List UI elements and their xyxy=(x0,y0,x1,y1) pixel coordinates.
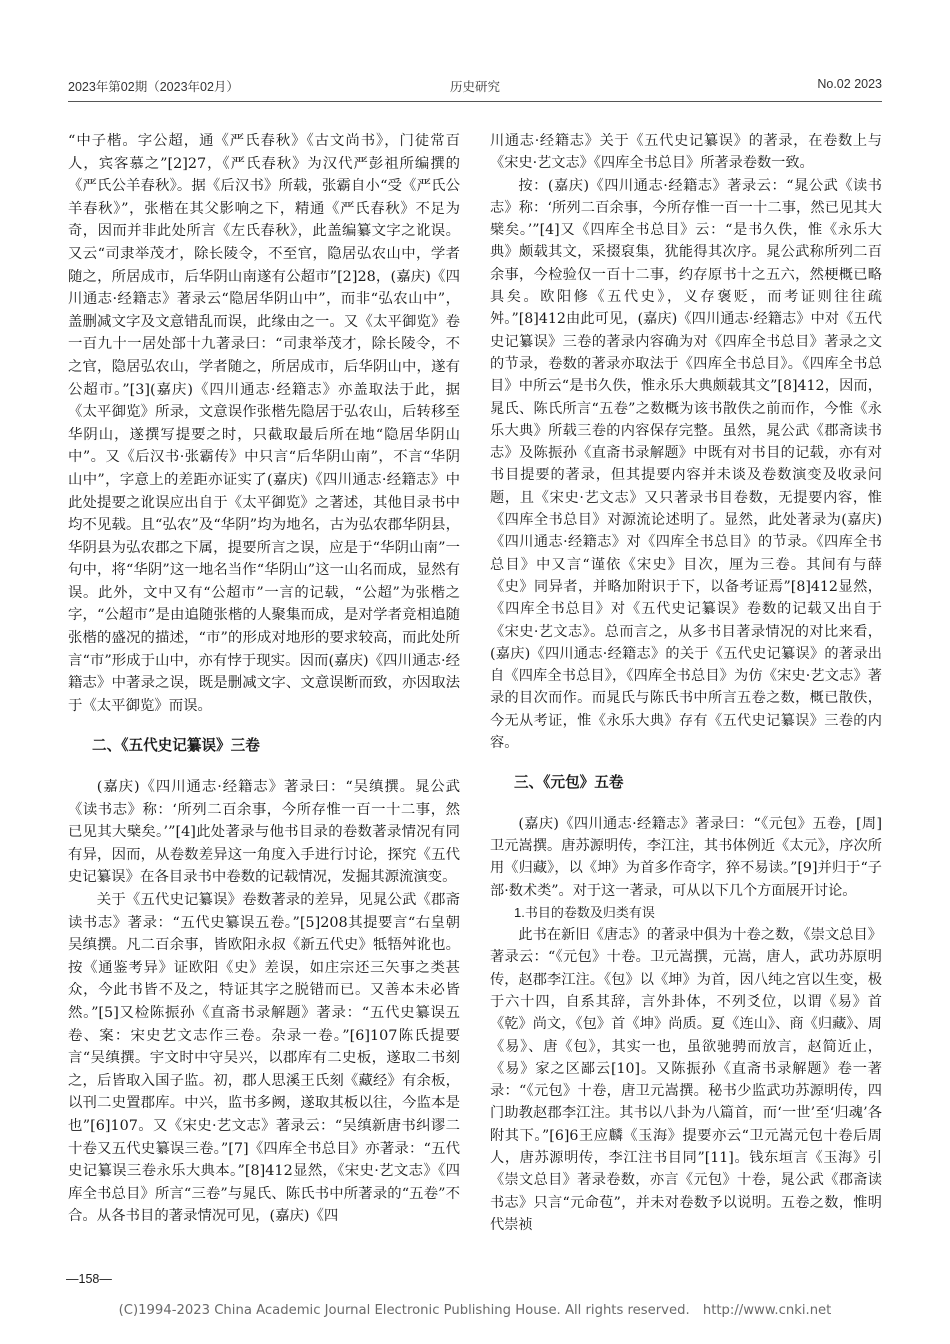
journal-title: 历史研究 xyxy=(449,80,500,94)
copyright-footer: (C)1994-2023 China Academic Journal Electronic Publishing House. All rights reserved. http://www.cnki.net xyxy=(118,1303,832,1318)
paragraph: (嘉庆)《四川通志·经籍志》著录曰：“吴缜撰。晁公武《读书志》称：‘所列二百余事，今所存惟一百一十二事，然已见其大檗矣。’”[4]此处著录与他书目录的卷数著录情况有同有异，因而，从卷数差异这一角度入手进行讨论，探究《五代史记纂误》在各目录书中卷数的记载情况，发掘其源流演变。 xyxy=(68,779,460,886)
left-column xyxy=(68,130,460,1228)
paragraph: 川通志·经籍志》关于《五代史记纂误》的著录，在卷数上与《宋史·艺文志》《四库全书总目》所著录卷数一致。 xyxy=(490,133,882,172)
page-number: —158— xyxy=(66,1272,112,1286)
right-column xyxy=(490,130,882,1236)
section-heading: 二、《五代史记纂误》三卷 xyxy=(92,737,260,755)
subsection-heading: 1.书目的卷数及归类有误 xyxy=(514,904,655,920)
header-rule xyxy=(68,101,882,102)
paragraph: 关于《五代史记纂误》卷数著录的差异，见晁公武《郡斋读书志》著录：“五代史纂误五卷。”[5]208其提要言“右皇朝吴缜撰。凡二百余事，皆欧阳永叔《新五代史》牴牾舛讹也。按《通鉴考异》证欧阳《史》差误，如庄宗还三矢事之类甚众，今此书皆不及之，特证其字之脱错而已。又善本未必皆然。”[5]又检陈振孙《直斋书录解题》著录：“五代史纂误五卷、案：宋史艺文志作三卷。杂录一卷。”[6]107陈氏提要言“吴缜撰。宇文时中守吴兴，以郡库有二史板，遂取二书刻之，后皆取入国子监。初，郡人思溪王氏刻《藏经》有余板，以刊二史置郡库。中兴，监书多阙，遂取其板以往，今监本是也”[6]107。又《宋史·艺文志》著录云：“吴缜新唐书纠谬二十卷又五代史纂误三卷。”[7]《四库全书总目》亦著录：“五代史记纂误三卷永乐大典本。”[8]412显然，《宋史·艺文志》《四库全书总目》所言“三卷”与晁氏、陈氏书中所著录的“五卷”不合。从各书目的著录情况可见，(嘉庆)《四 xyxy=(68,892,460,1225)
journal-issue: 2023年第02期（2023年02月） xyxy=(68,80,239,94)
paragraph: “中子楷。字公超，通《严氏春秋》《古文尚书》，门徒常百人，宾客慕之”[2]27，《严氏春秋》为汉代严彭祖所编撰的《严氏公羊春秋》。据《后汉书》所载，张霸自小“受《严氏公羊春秋》”，张楷在其父影响之下，精通《严氏春秋》不足为奇，因而并非此处所言《左氏春秋》，此盖编纂文字之讹误。又云“司隶举茂才，除长陵令，不至官，隐居弘农山中，学者随之，所居成市，后华阴山南遂有公超市”[2]28，(嘉庆)《四川通志·经籍志》著录云“隐居华阴山中”，而非“弘农山中”，盖删减文字及文意错乱而误，此缘由之一。又《太平御览》卷一百九十一居处部十九著录曰：“司隶举茂才，除长陵令，不之官，隐居弘农山，学者随之，所居成市，后华阴山中，遂有公超市。”[3](嘉庆)《四川通志·经籍志》亦盖取法于此，据《太平御览》所录，文意误作张楷先隐居于弘农山，后转移至华阴山，遂撰写提要之时，只截取最后所在地“隐居华阴山中”。又《后汉书·张霸传》中只言“后华阴山南”，不言“华阴山中”，字意上的差距亦证实了(嘉庆)《四川通志·经籍志》中此处提要之讹误应出自于《太平御览》之著述，其他目录书中均不见载。且“弘农”及“华阴”均为地名，古为弘农郡华阴县，华阴县为弘农郡之下属，提要所言之误，应是于“华阴山南”一句中，将“华阴”这一地名当作“华阴山”这一山名而成，显然有误。此外，文中又有“公超市”一言的记载，“公超”为张楷之字，“公超市”是由追随张楷的人聚集而成，是对学者竞相追随张楷的盛况的描述，“市”的形成对地形的要求较高，而此处所言“市”形成于山中，亦有悖于现实。因而(嘉庆)《四川通志·经籍志》中著录之误，既是删减文字、文意误断而致，亦因取法于《太平御览》而误。 xyxy=(68,133,460,714)
paragraph: 此书在新旧《唐志》的著录中俱为十卷之数，《崇文总目》著录云：“《元包》十卷。卫元嵩撰，元嵩，唐人，武功苏原明传，赵郡李江注。《包》以《坤》为首，因八纯之宫以生变，极于六十四，自系其辞，言外卦体，不列爻位，以谓《易》首《乾》尚文，《包》首《坤》尚质。夏《连山》、商《归藏》、周《易》、唐《包》，其实一也，虽欲驰骋而放言，赵简近止，《易》家之区鄙云[10]。又陈振孙《直斋书录解题》卷一著录：“《元包》十卷，唐卫元嵩撰。秘书少监武功苏源明传，四门助教赵郡李江注。其书以八卦为八篇首，而‘一世’至‘归魂’各附其下。”[6]6王应麟《玉海》提要亦云“卫元嵩元包十卷后周人，唐苏源明传，李江注书目同”[11]。钱东垣言《玉海》引《崇文总目》著录卷数，亦言《元包》十卷，晁公武《郡斋读书志》只言“元命苞”，并未对卷数予以说明。五卷之数，惟明代崇祯 xyxy=(490,927,882,1233)
paragraph: (嘉庆)《四川通志·经籍志》著录曰：“《元包》五卷，[周]卫元嵩撰。唐苏源明传，李江注，其书体例近《太元》，序次所用《归藏》，以《坤》为首多作奇字，猝不易读。”[9]并归于“子部·数术类”。对于这一著录，可从以下几个方面展开讨论。 xyxy=(490,815,882,899)
paragraph: 按：(嘉庆)《四川通志·经籍志》著录云：“晁公武《读书志》称：‘所列二百余事，今所存惟一百一十二事，然已见其大檗矣。’”[4]又《四库全书总目》云：“是书久佚，惟《永乐大典》颇载其文，采掇裒集，犹能得其次序。晁公武称所列二百余事，今检验仅一百十二事，约存原书十之五六，然梗概已略具矣。欧阳修《五代史》，义存褒贬，而考证则往往疏舛。”[8]412由此可见，(嘉庆)《四川通志·经籍志》中对《五代史记纂误》三卷的著录内容确为对《四库全书总目》著录之文的节录，卷数的著录亦取法于《四库全书总目》。《四库全书总目》中所云“是书久佚，惟永乐大典颇载其文”[8]412，因而，晁氏、陈氏所言“五卷”之数概为该书散佚之前而作，今惟《永乐大典》所载三卷的内容保存完整。虽然，晁公武《郡斋读书志》及陈振孙《直斋书录解题》中既有对书目的记载，亦有对书目提要的著录，但其提要内容并未谈及卷数演变及收录问题，且《宋史·艺文志》又只著录书目卷数，无提要内容，惟《四库全书总目》对源流论述明了。显然，此处著录为(嘉庆)《四川通志·经籍志》对《四库全书总目》的节录。《四库全书总目》中又言“谨依《宋史》目次，厘为三卷。其间有与薛《史》同异者，并略加附识于下，以备考证焉”[8]412显然，《四库全书总目》对《五代史记纂误》卷数的记载又出自于《宋史·艺文志》。总而言之，从多书目著录情况的对比来看，(嘉庆)《四川通志·经籍志》的关于《五代史记纂误》的著录出自《四库全书总目》，《四库全书总目》为仿《宋史·艺文志》著录的目次而作。而晁氏与陈氏书中所言五卷之数，概已散佚，今无从考证，惟《永乐大典》存有《五代史记纂误》三卷的内容。 xyxy=(490,177,882,752)
section-heading: 三、《元包》五卷 xyxy=(514,774,624,792)
journal-number: No.02 2023 xyxy=(817,77,882,91)
